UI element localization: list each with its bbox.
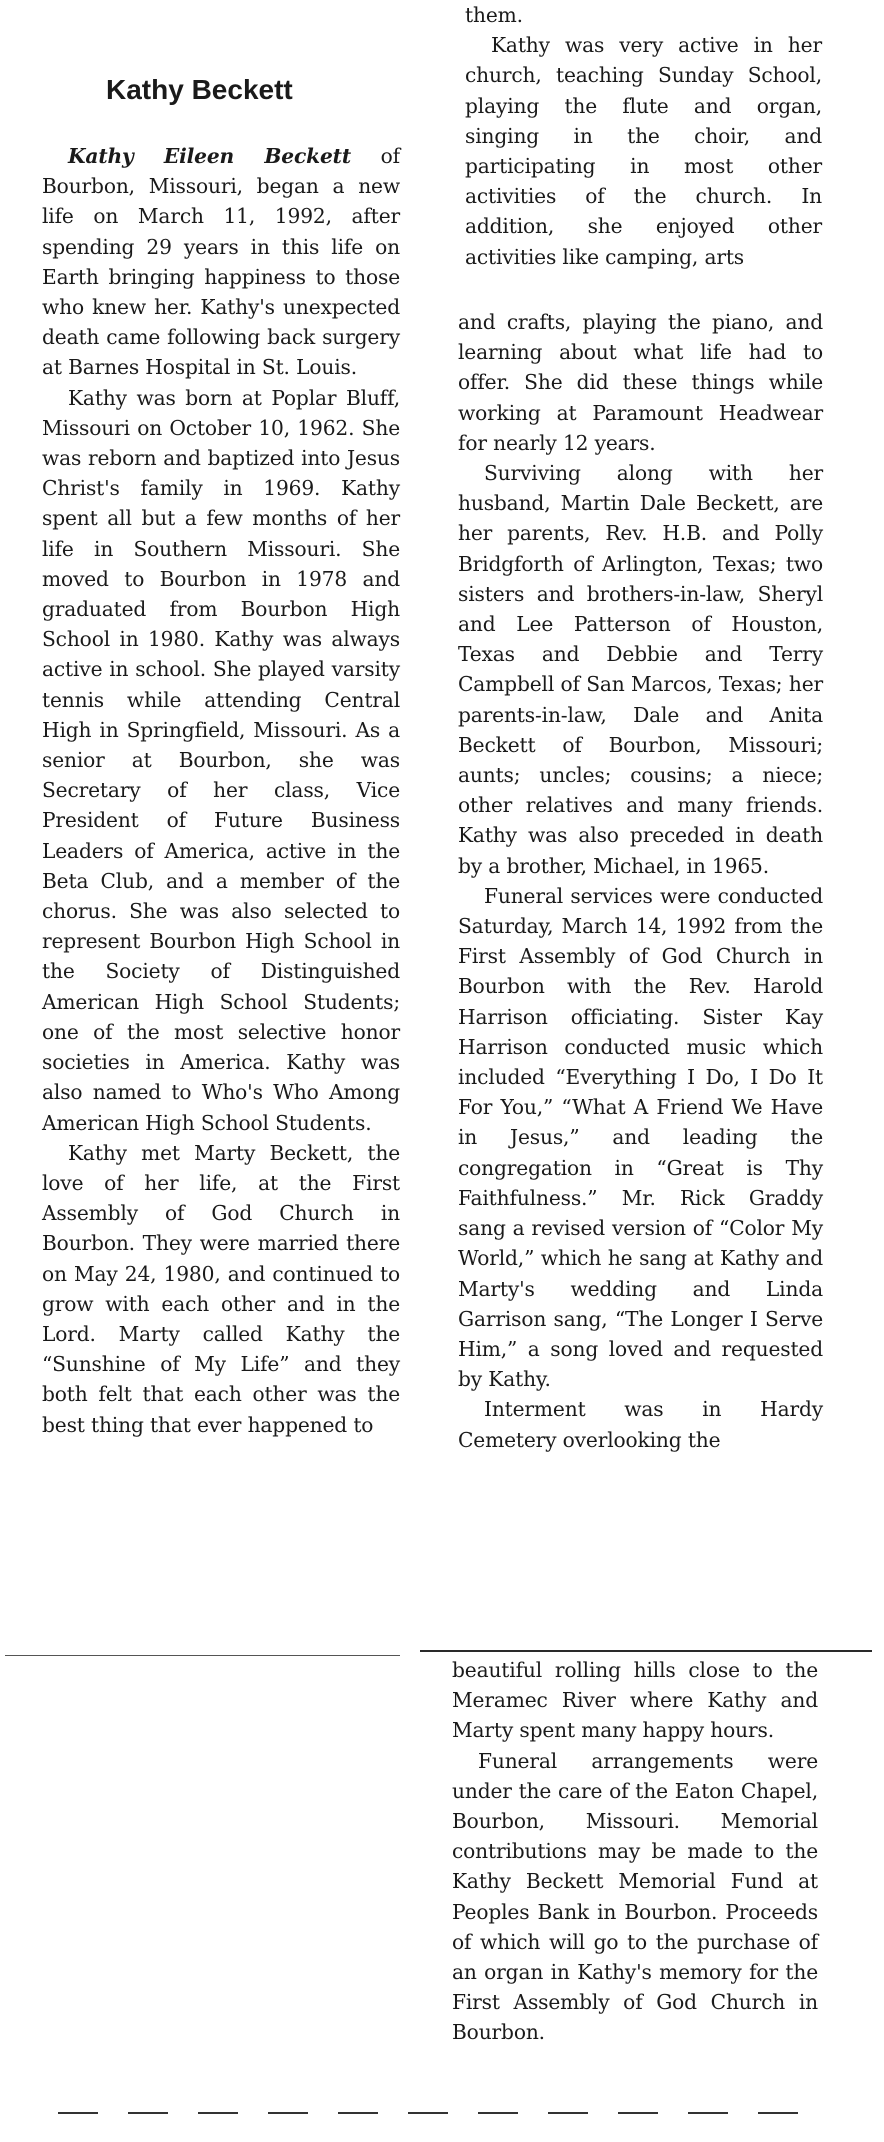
paragraph-church: Kathy was very active in her church, teaching Sunday School, playing the flute and organ, singing in the choir, and participating in most other activities of the church. In addition, she enjoyed other activities like camping, arts xyxy=(465,33,822,269)
column-left xyxy=(42,141,400,1440)
paragraph-intro xyxy=(42,141,400,383)
column-right-middle xyxy=(458,307,823,1455)
column-divider-rule xyxy=(5,1655,400,1656)
paragraph-continued: beautiful rolling hills close to the Meramec River where Kathy and Marty spent many happy hours. xyxy=(452,1658,818,1743)
paragraph-early-life: Kathy was born at Poplar Bluff, Missouri on October 10, 1962. She was reborn and baptized into Jesus Christ's family in 1969. Kathy spent all but a few months of her life in Southern Missouri. She moved to Bourbon in 1978 and graduated from Bourbon High School in 1980. Kathy was always active in school. She played varsity tennis while attending Central High in Springfield, Missouri. As a senior at Bourbon, she was Secretary of her class, Vice President of Future Business Leaders of America, active in the Beta Club, and a member of the chorus. She was also selected to represent Bourbon High School in the Society of Distinguished American High School Students; one of the most selective honor societies in America. Kathy was also named to Who's Who Among American High School Students. xyxy=(42,385,400,1135)
paragraph-survivors: Surviving along with her husband, Martin Dale Beckett, are her parents, Rev. H.B. and Polly Bridgforth of Arlington, Texas; two sisters and brothers-in-law, Sheryl and Lee Patterson of Houston, Texas and Debbie and Terry Campbell of San Marcos, Texas; her parents-in-law, Dale and Anita Beckett of Bourbon, Missouri; aunts; uncles; cousins; a niece; other relatives and many friends. Kathy was also preceded in death by a brother, Michael, in 1965. xyxy=(458,461,823,878)
column-right-top xyxy=(465,0,822,272)
paragraph-arrangements: Funeral arrangements were under the care of the Eaton Chapel, Bourbon, Missouri. Memorial contributions may be made to the Kathy Beckett Memorial Fund at Peoples Bank in Bourbon. Proceeds of which will go to the purchase of an organ in Kathy's memory for the First Assembly of God Church in Bourbon. xyxy=(452,1748,818,2045)
paragraph-continued: and crafts, playing the piano, and learning about what life had to offer. She did these things while working at Paramount Headwear for nearly 12 years. xyxy=(458,310,823,455)
intro-text: of Bourbon, Missouri, began a new life on March 11, 1992, after spending 29 years in this life on Earth bringing happiness to those who knew her. Kathy's unexpected death came following back surgery at Barnes Hospital in St. Louis. xyxy=(42,144,400,380)
deceased-full-name: Kathy Eileen Beckett xyxy=(68,144,351,168)
paragraph-continued: them. xyxy=(465,3,523,27)
paragraph-services: Funeral services were conducted Saturday, March 14, 1992 from the First Assembly of God Church in Bourbon with the Rev. Harold Harrison officiating. Sister Kay Harrison conducted music which included “Everything I Do, I Do It For You,” “What A Friend We Have in Jesus,” and leading the congregation in “Great is Thy Faithfulness.” Mr. Rick Graddy sang a revised version of “Color My World,” which he sang at Kathy and Marty's wedding and Linda Garrison sang, “The Longer I Serve Him,” a song loved and requested by Kathy. xyxy=(458,883,823,1392)
bottom-dashed-rule xyxy=(58,2112,828,2114)
column-right-bottom xyxy=(452,1655,818,2048)
paragraph-marriage: Kathy met Marty Beckett, the love of her life, at the First Assembly of God Church in Bourbon. They were married there on May 24, 1980, and continued to grow with each other and in the Lord. Marty called Kathy the “Sunshine of My Life” and they both felt that each other was the best thing that ever happened to xyxy=(42,1140,400,1437)
column-divider-rule xyxy=(420,1650,872,1652)
obituary-title: Kathy Beckett xyxy=(106,74,293,105)
paragraph-interment: Interment was in Hardy Cemetery overlooking the xyxy=(458,1397,823,1452)
